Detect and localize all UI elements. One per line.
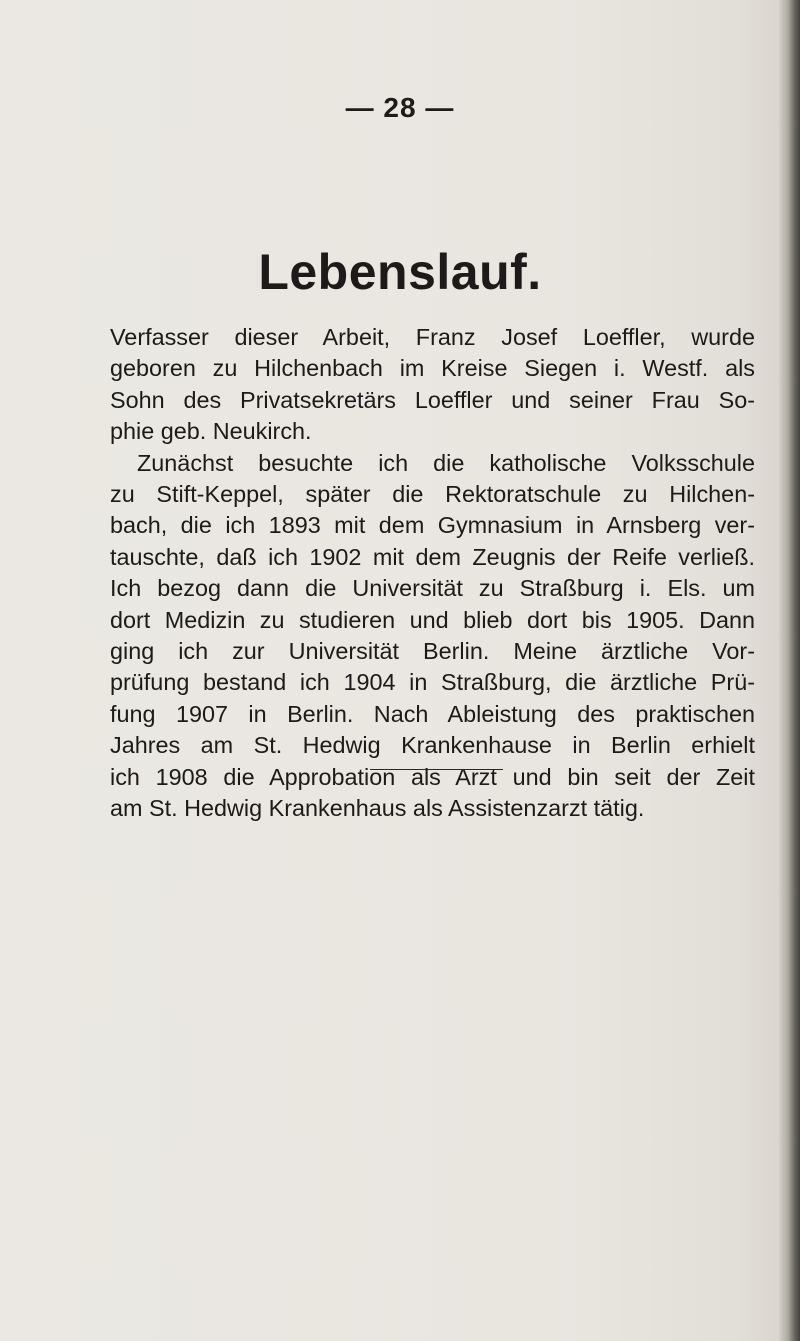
text-line: tauschte, daß ich 1902 mit dem Zeugnis der Reife verließ.	[110, 543, 755, 570]
text-line: dort Medizin zu studieren und blieb dort bis 1905. Dann	[110, 606, 755, 633]
text-line: bach, die ich 1893 mit dem Gymnasium in Arnsberg ver-	[110, 512, 755, 539]
text-line: fung 1907 in Berlin. Nach Ableistung des praktischen	[110, 700, 755, 727]
text-line: geboren zu Hilchenbach im Kreise Siegen i. Westf. als	[110, 355, 755, 382]
text-line: Jahres am St. Hedwig Krankenhause in Berlin erhielt	[110, 732, 755, 759]
text-line: ich 1908 die Approbation als Arzt und bin seit der Zeit	[110, 763, 755, 790]
page-edge-shadow	[778, 0, 800, 1341]
page-title: Lebenslauf.	[258, 244, 542, 300]
text-line: zu Stift-Keppel, später die Rektoratschule zu Hilchen-	[110, 481, 755, 508]
closing-rule	[370, 769, 503, 770]
page-number: — 28 —	[345, 92, 455, 123]
text-line: Ich bezog dann die Universität zu Straßburg i. Els. um	[110, 575, 755, 602]
text-line: am St. Hedwig Krankenhaus als Assistenzarzt tätig.	[110, 795, 645, 822]
vita-text	[110, 322, 755, 825]
text-line: ging ich zur Universität Berlin. Meine ärztliche Vor-	[110, 638, 755, 665]
text-line: phie geb. Neukirch.	[110, 418, 312, 445]
text-line: Zunächst besuchte ich die katholische Volksschule	[137, 449, 755, 476]
text-line: Sohn des Privatsekretärs Loeffler und seiner Frau So-	[110, 386, 755, 413]
text-line: Verfasser dieser Arbeit, Franz Josef Loeffler, wurde	[110, 324, 755, 350]
text-line: prüfung bestand ich 1904 in Straßburg, die ärztliche Prü-	[110, 669, 755, 696]
